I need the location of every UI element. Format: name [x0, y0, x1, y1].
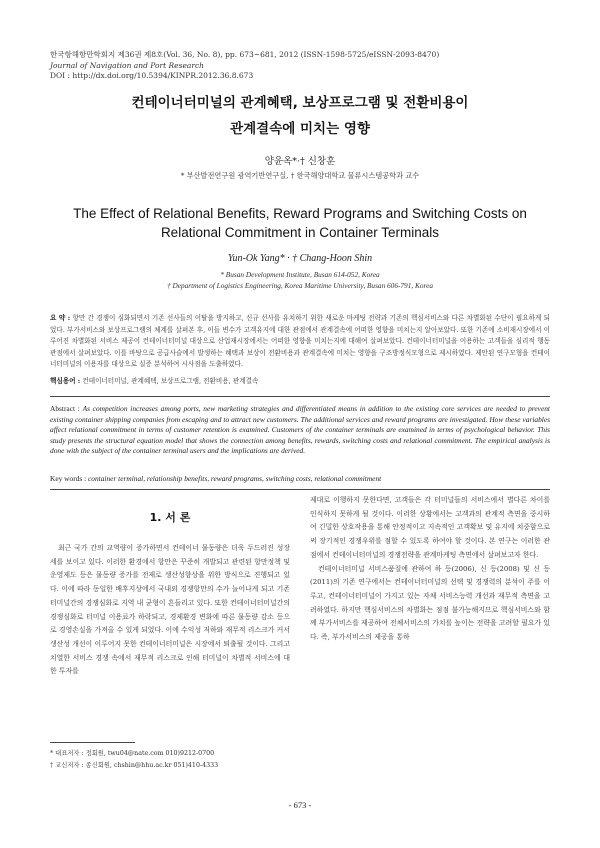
english-authors: Yun-Ok Yang* · † Chang-Hoon Shin [227, 253, 373, 264]
right-column [310, 494, 550, 645]
english-title-line-1: The Effect of Relational Benefits, Reward Programs and Switching Costs on [73, 206, 527, 221]
right-column-paragraph-1: 제대로 이행하지 못한다면, 고객들은 각 터미널들의 서비스에서 별다른 차이를 인식하지 못하게 될 것이다. 이러한 상황에서는 고객과의 관계적 측면을 중시하여 긴밀한 상호작용을 통해 안정적이고 지속적인 고객확보 및 유지에 치중함으로써 장기적인 경쟁우위를 점할 수 있도록 하여야 할 것이다. 본 연구는 이러한 관점에서 컨테이너터미널의 경쟁전략을 관계마케팅 측면에서 살펴보고자 한다. [310, 496, 550, 559]
page-number: - 673 - [288, 800, 312, 810]
english-abstract-label: Abstract : [50, 404, 80, 413]
left-column-text: 최근 국가 간의 교역량이 증가하면서 컨테이너 물동량은 더욱 두드러진 성장세를 보이고 있다. 이러한 환경에서 항만은 꾸준히 개발되고 관련된 항만정책 및 운영제도 등은 물동량 증가를 전제로 생산성향상을 위한 방식으로 진행되고 있다. 이에 따라 동일한 배후지상에서 국내외 경쟁항만의 수가 늘어나게 되고 기존 터미널간의 경쟁심화로 지역 내 균형이 흔들리고 있다. 또한 컨테이너터미널간의 경쟁심화로 터미널 이용료가 하락되고, 경제환경 변화에 따른 물동량 감소 등으로 경영손실을 가져올 수 있게 되었다. 이에 수익성 저하와 재무적 리스크가 커서 생산성 개선이 이루어지 못한 컨테이너터미널은 시장에서 퇴출될 것이다. 그리고 치열한 서비스 경쟁 속에서 재무적 리스크로 인해 터미널이 차별적 서비스에 대한 투자를 [50, 544, 290, 676]
journal-citation-line: 한국항해항만학회지 제36권 제8호(Vol. 36, No. 8), pp. 673~681, 2012 (ISSN-1598-5725/eISSN-2093-8470) [50, 50, 440, 59]
english-keywords [50, 474, 550, 483]
english-keywords-body: container terminal, relationship benefits, reward programs, switching costs, relational commitment [88, 474, 382, 483]
section-heading: 1. 서 론 [149, 511, 191, 524]
divider-top [50, 396, 550, 397]
korean-keywords-label: 핵심용어 : [50, 377, 81, 385]
english-affiliation-1: * Busan Development Institute, Busan 614-052, Korea [220, 270, 380, 279]
footnote-first-author: * 대표저자 : 정회원, twu04@nate.com 010)9212-0700 [50, 750, 215, 757]
journal-english-name: Journal of Navigation and Port Research [50, 60, 204, 70]
footnote-divider [50, 742, 135, 743]
english-abstract [50, 404, 550, 457]
korean-abstract-label: 요 약 : [50, 314, 71, 322]
korean-keywords [50, 375, 550, 385]
footnote-corresponding-author: † 교신저자 : 종신회원, chshin@hhu.ac.kr 051)410-4333 [50, 761, 219, 769]
english-abstract-body: As competition increases among ports, new marketing strategies and differentiated means in addition to the existing core services are needed to prevent existing container shipping companies from escaping and to attract new customers. The additional services and reward programs are investigated. How these variables affect relational commitment in terms of customer retention is examined. Customers of the container terminals are examined in terms of psychological behavior. This study presents the structural equation model that shows the connection among benefits, rewards, switching costs and relational commitment. The empirical analysis is done with the subject of the container terminal users and the implications are derived. [50, 404, 550, 456]
english-affiliation-2: † Department of Logistics Engineering, Korea Maritime University, Busan 606-791, Korea [167, 281, 433, 290]
korean-title [0, 90, 600, 142]
divider-bottom [50, 489, 550, 490]
english-title-line-2: Relational Commitment in Container Terminals [160, 225, 440, 240]
english-keywords-label: Key words : [50, 474, 87, 483]
korean-title-line-1: 컨테이너터미널의 관계혜택, 보상프로그램 및 전환비용이 [131, 95, 469, 111]
english-affiliations [0, 269, 600, 291]
journal-header [50, 50, 439, 82]
korean-affiliations: * 부산발전연구원 광역기반연구실, † 한국해양대학교 물류시스템공학과 교수 [180, 171, 420, 180]
korean-abstract-body: 항만 간 경쟁이 심화되면서 기존 선사들의 이탈을 방지하고, 신규 선사를 유치하기 위한 새로운 마케팅 전략과 기존의 핵심서비스와 다른 차별화된 수단이 필요하게 되었다. 부가서비스와 보상프로그램의 체계를 살펴본 후, 이들 변수가 고객유지에 대한 관점에서 관계결속에 어떠한 영향을 미치는지 알아보았다. 또한 기존에 소비재시장에서 이루어진 차별화된 서비스 제공이 컨테이너터미널 대상으로 산업재시장에서는 어떠한 영향을 미치는지에 대해여 살펴보았다. 컨테이너터미널을 이용하는 고객들을 심리적 행동관점에서 살펴보았다. 이를 바탕으로 공급사슬에서 발생하는 혜택과 보상이 전환비용과 관계결속에 미치는 영향을 구조방정식모형으로 제시하였다. 제안된 연구모형을 컨테이너터미널의 이용자를 대상으로 실증 분석하여 시사점을 도출하였다. [50, 314, 550, 369]
doi-link[interactable]: DOI : http://dx.doi.org/10.5394/KINPR.2012.36.8.673 [50, 71, 254, 80]
right-column-paragraph-2: 컨테이너터미널 서비스품질에 관하여 하 등(2006), 신 등(2008) 및 신 등(2011)의 기존 연구에서는 컨테이너터미널의 선택 및 경쟁력의 분석이 주를 이루고, 컨테이너터미널이 가지고 있는 자체 서비스능력 개선과 재무적 측면을 고려하였다. 하지만 핵심서비스의 차별화는 점점 불가능해지므로 핵심서비스와 함께 부가서비스를 제공하여 전체서비스의 가치를 높이는 전략을 고려할 필요가 있다. 즉, 부가서비스의 제공을 통하 [310, 564, 550, 642]
korean-abstract [50, 313, 550, 371]
korean-authors: 양윤옥*·† 신창훈 [264, 156, 336, 167]
korean-keywords-body: 컨테이너터미널, 관계혜택, 보상프로그램, 전환비용, 관계결속 [82, 377, 259, 385]
footnotes [50, 748, 218, 771]
korean-title-line-2: 관계결속에 미치는 영향 [230, 121, 370, 137]
english-title [60, 204, 540, 242]
